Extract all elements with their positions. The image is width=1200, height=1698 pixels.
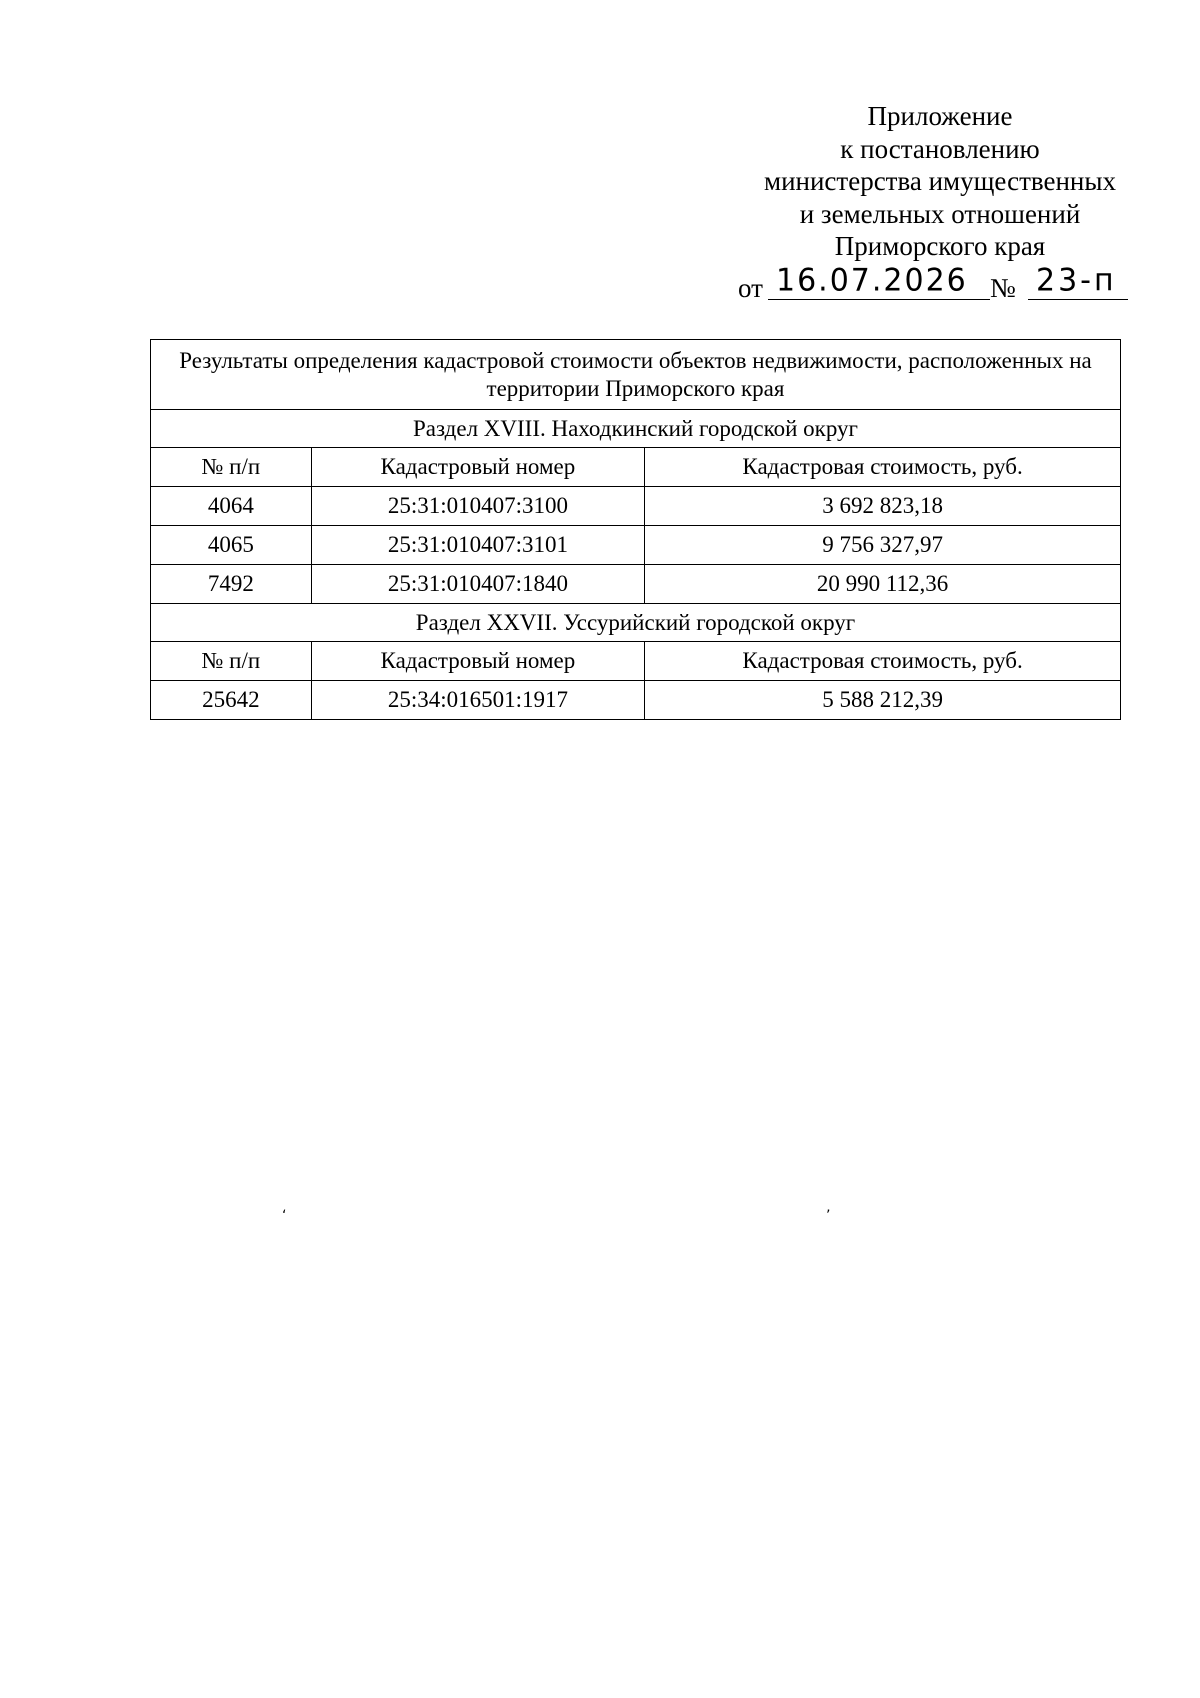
table-title-row bbox=[151, 340, 1121, 410]
table-row bbox=[151, 526, 1121, 565]
cadastral-value: 20 990 112,36 bbox=[645, 565, 1121, 604]
cadastral-value: 3 692 823,18 bbox=[645, 487, 1121, 526]
cadastral-results-table bbox=[150, 339, 1121, 720]
table-row bbox=[151, 681, 1121, 720]
row-number: 4065 bbox=[151, 526, 312, 565]
cadastral-number: 25:31:010407:3100 bbox=[311, 487, 644, 526]
table-row bbox=[151, 487, 1121, 526]
row-number: 25642 bbox=[151, 681, 312, 720]
cadastral-number: 25:31:010407:3101 bbox=[311, 526, 644, 565]
cadastral-number: 25:31:010407:1840 bbox=[311, 565, 644, 604]
section-row bbox=[151, 604, 1121, 642]
handwritten-number: 23-п bbox=[1036, 262, 1117, 299]
number-label: № bbox=[990, 273, 1016, 303]
appendix-line: министерства имущественных bbox=[764, 166, 1116, 196]
number-underline bbox=[1028, 299, 1128, 300]
row-number: 4064 bbox=[151, 487, 312, 526]
section-title: Раздел XVIII. Находкинский городской округ bbox=[151, 410, 1121, 448]
column-header-row bbox=[151, 642, 1121, 681]
scan-mark: ‘ bbox=[282, 1208, 287, 1224]
section-title: Раздел XXVII. Уссурийский городской округ bbox=[151, 604, 1121, 642]
column-header: Кадастровый номер bbox=[311, 642, 644, 681]
table-row bbox=[151, 565, 1121, 604]
column-header: Кадастровый номер bbox=[311, 448, 644, 487]
appendix-line: к постановлению bbox=[840, 133, 1040, 164]
appendix-line: Приложение bbox=[867, 101, 1013, 131]
cadastral-value: 9 756 327,97 bbox=[645, 526, 1121, 565]
column-header: Кадастровая стоимость, руб. bbox=[645, 642, 1121, 681]
appendix-header bbox=[700, 100, 1180, 263]
section-row bbox=[151, 410, 1121, 448]
appendix-line: и земельных отношений bbox=[799, 198, 1081, 229]
handwritten-date: 16.07.2026 bbox=[776, 262, 968, 299]
date-underline bbox=[768, 299, 990, 300]
column-header: № п/п bbox=[151, 448, 312, 487]
appendix-line: Приморского края bbox=[834, 231, 1046, 261]
cadastral-number: 25:34:016501:1917 bbox=[311, 681, 644, 720]
cadastral-value: 5 588 212,39 bbox=[645, 681, 1121, 720]
date-label: от bbox=[738, 273, 763, 303]
column-header-row bbox=[151, 448, 1121, 487]
decree-date-number bbox=[738, 263, 1138, 303]
row-number: 7492 bbox=[151, 565, 312, 604]
scan-mark: ’ bbox=[826, 1208, 831, 1224]
table-title: Результаты определения кадастровой стоимости объектов недвижимости, расположенных на территории Приморского края bbox=[151, 340, 1121, 410]
column-header: № п/п bbox=[151, 642, 312, 681]
column-header: Кадастровая стоимость, руб. bbox=[645, 448, 1121, 487]
